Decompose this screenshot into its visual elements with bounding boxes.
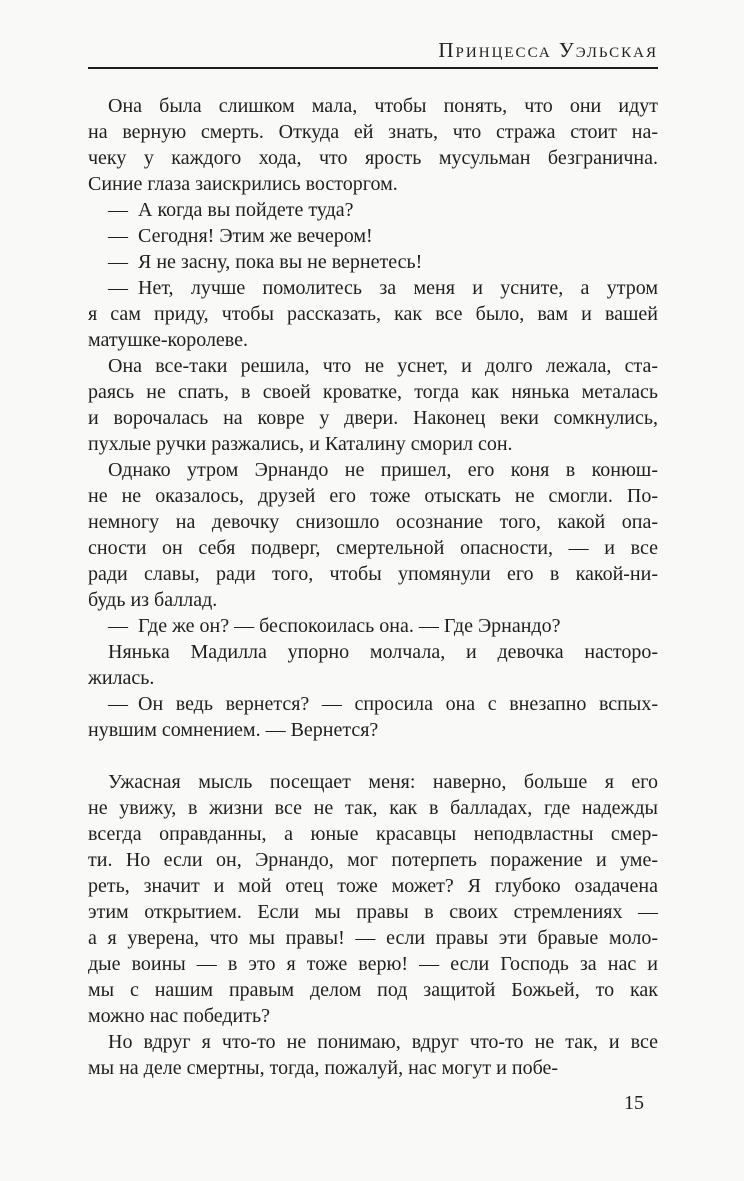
text-line: — Он ведь вернется? — спросила она с внезапно вспых-: [108, 693, 658, 715]
text-line: дые воины — в это я тоже верю! — если Господь за нас и: [88, 953, 658, 975]
text-line: немногу на девочку снизошло осознание того, какой опа-: [88, 511, 658, 533]
text-line: чеку у каждого хода, что ярость мусульман безгранична.: [88, 147, 658, 169]
text-line: мы с нашим правым делом под защитой Божьей, то как: [88, 979, 658, 1001]
text-line: — Сегодня! Этим же вечером!: [108, 225, 373, 247]
paragraph: [88, 197, 658, 223]
text-line: ти. Но если он, Эрнандо, мог потерпеть поражение и уме-: [88, 849, 658, 871]
text-line: — Нет, лучше помолитесь за меня и усните, а утром: [108, 277, 658, 299]
text-block: [88, 0, 658, 1115]
text-line: можно нас победить?: [88, 1005, 270, 1027]
text-line: я сам приду, чтобы рассказать, как все было, вам и вашей: [88, 303, 658, 325]
text-line: мы на деле смертны, тогда, пожалуй, нас могут и побе-: [88, 1057, 559, 1079]
paragraph: [88, 1029, 658, 1081]
text-line: Однако утром Эрнандо не пришел, его коня в конюш-: [108, 459, 658, 481]
page-number: 15: [624, 1092, 644, 1114]
text-line: матушке-королеве.: [88, 329, 249, 351]
paragraph: [88, 353, 658, 457]
paragraph: [88, 275, 658, 353]
text-line: всегда оправданны, а юные красавцы неподвластны смер-: [88, 823, 658, 845]
paragraph: [88, 639, 658, 691]
text-line: а я уверена, что мы правы! — если правы эти бравые моло-: [88, 927, 658, 949]
header-rule: [88, 67, 658, 69]
text-line: Синие глаза заискрились восторгом.: [88, 173, 398, 195]
paragraph: [88, 691, 658, 743]
text-line: не не оказалось, друзей его тоже отыскать не смогли. По-: [88, 485, 658, 507]
text-line: Она была слишком мала, чтобы понять, что они идут: [108, 95, 658, 117]
text-line: нувшим сомнением. — Вернется?: [88, 719, 379, 741]
text-line: Но вдруг я что-то не понимаю, вдруг что-то не так, и все: [108, 1031, 658, 1053]
text-line: реть, значит и мой отец тоже может? Я глубоко озадачена: [88, 875, 658, 897]
text-line: жилась.: [88, 667, 155, 689]
page-footer: [88, 1091, 658, 1115]
text-line: — Я не засну, пока вы не вернетесь!: [108, 251, 423, 273]
running-header-title: Принцесса Уэльская: [438, 38, 658, 62]
page-body: [88, 93, 658, 1081]
text-line: сности он себя подверг, смертельной опасности, — и все: [88, 537, 658, 559]
text-line: будь из баллад.: [88, 589, 218, 611]
text-line: пухлые ручки разжались, и Каталину сморил сон.: [88, 433, 513, 455]
text-line: Она все-таки решила, что не уснет, и долго лежала, ста-: [108, 355, 658, 377]
paragraph: [88, 769, 658, 1029]
text-line: ради славы, ради того, чтобы упомянули его в какой-ни-: [88, 563, 658, 585]
text-line: этим открытием. Если мы правы в своих стремлениях —: [88, 901, 658, 923]
text-line: раясь не спать, в своей кроватке, тогда как нянька металась: [88, 381, 658, 403]
text-line: Нянька Мадилла упорно молчала, и девочка насторо-: [108, 641, 658, 663]
text-line: не увижу, в жизни все не так, как в балладах, где надежды: [88, 797, 658, 819]
text-line: — А когда вы пойдете туда?: [108, 199, 354, 221]
paragraph: [88, 93, 658, 197]
running-header: [88, 0, 658, 62]
paragraph: [88, 457, 658, 613]
paragraph: [88, 223, 658, 249]
paragraph: [88, 249, 658, 275]
paragraph: [88, 613, 658, 639]
text-line: Ужасная мысль посещает меня: наверно, больше я его: [108, 771, 658, 793]
text-line: — Где же он? — беспокоилась она. — Где Эрнандо?: [108, 615, 561, 637]
text-line: и ворочалась на ковре у двери. Наконец веки сомкнулись,: [88, 407, 658, 429]
text-line: на верную смерть. Откуда ей знать, что стража стоит на-: [88, 121, 658, 143]
